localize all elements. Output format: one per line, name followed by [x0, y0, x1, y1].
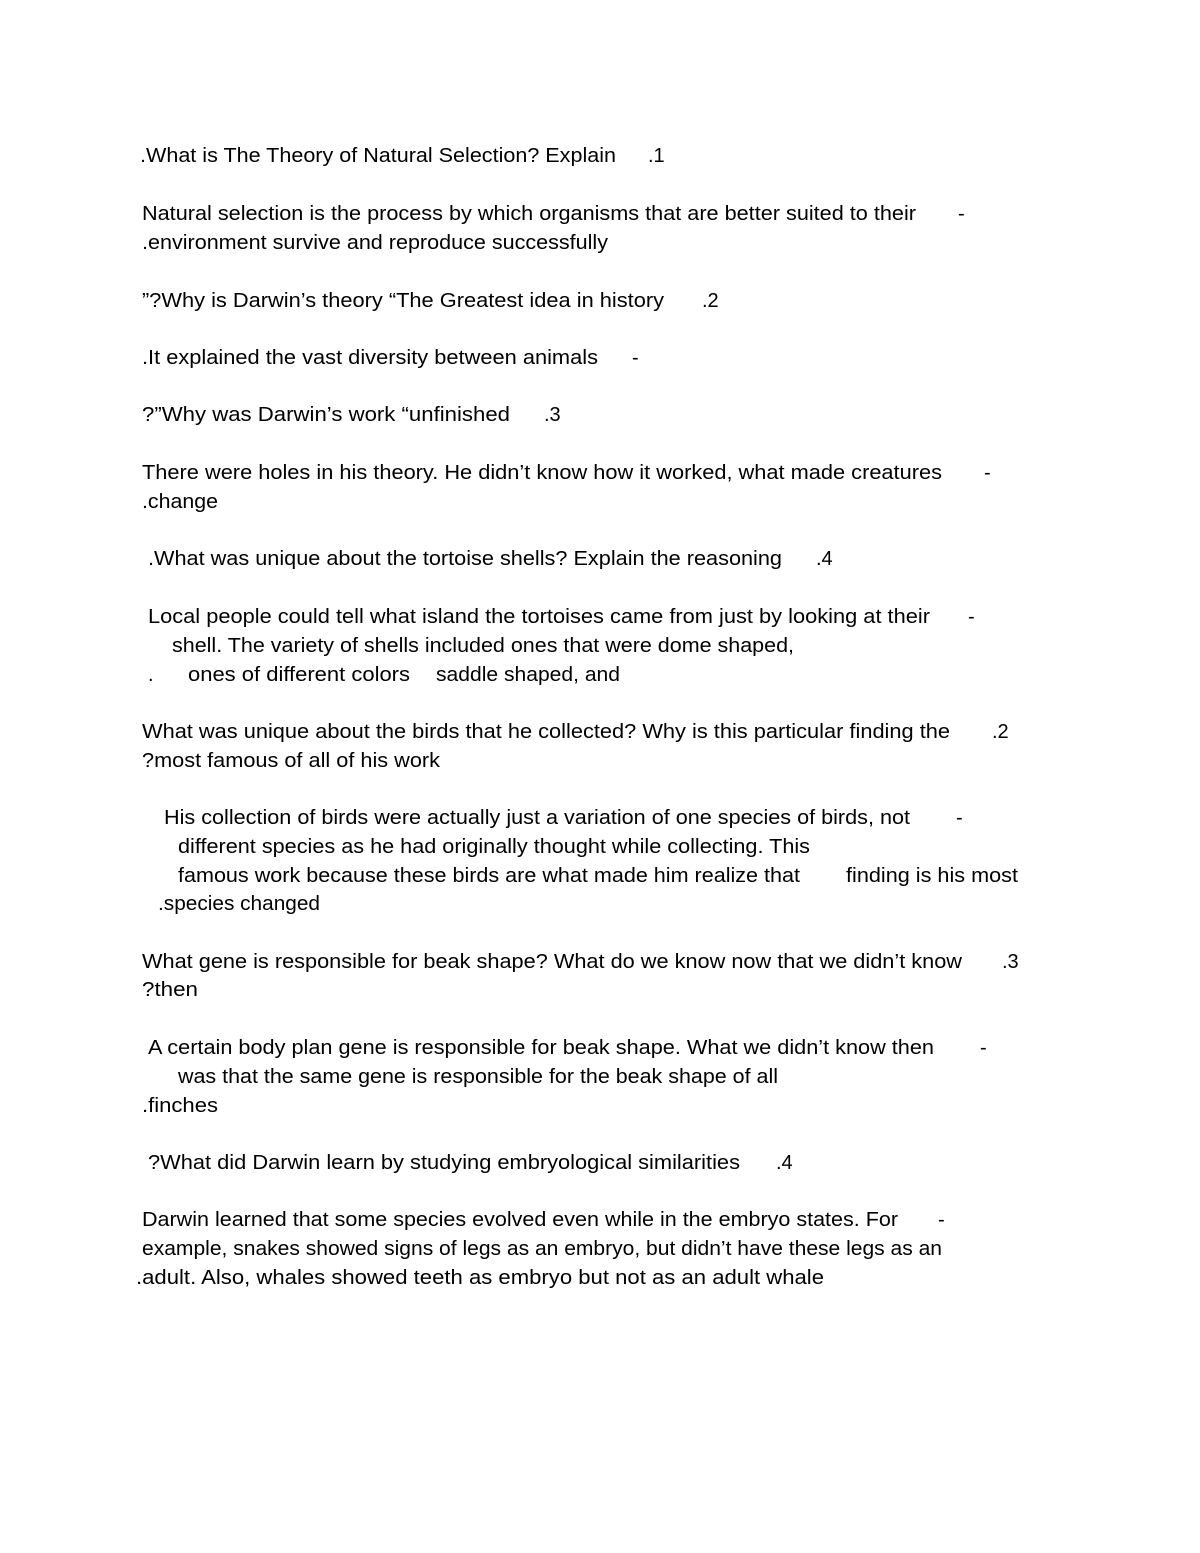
answer-2-line-1: .It explained the vast diversity between animals: [142, 347, 598, 369]
answer-3-line-2: .change: [142, 491, 218, 513]
answer-6-line-2: was that the same gene is responsible for the beak shape of all: [178, 1066, 778, 1088]
question-6-number: .3: [1002, 951, 1019, 973]
answer-5-line-1: His collection of birds were actually just a variation of one species of birds, not: [164, 807, 911, 829]
question-3-text: ?”Why was Darwin’s work “unfinished: [142, 404, 510, 426]
answer-6-line-1: A certain body plan gene is responsible for beak shape. What we didn’t know then: [148, 1037, 934, 1059]
question-6-line-1: What gene is responsible for beak shape? What do we know now that we didn’t know: [142, 951, 962, 973]
answer-3-line-1: There were holes in his theory. He didn’t know how it worked, what made creatures: [142, 462, 943, 484]
question-4-text: .What was unique about the tortoise shells? Explain the reasoning: [148, 548, 782, 570]
question-4-number: .4: [816, 548, 833, 570]
answer-4-line-2: shell. The variety of shells included ones that were dome shaped,: [172, 635, 794, 657]
answer-4-line-1: Local people could tell what island the tortoises came from just by looking at their: [148, 606, 930, 628]
question-3-number: .3: [544, 404, 561, 426]
answer-6-line-3: .finches: [142, 1095, 218, 1117]
question-6-line-2: ?then: [142, 979, 198, 1001]
answer-5-dash: -: [956, 807, 963, 829]
answer-1-line-1: Natural selection is the process by which organisms that are better suited to their: [142, 203, 916, 225]
answer-4-line-3-shapes: saddle shaped, and: [436, 664, 620, 686]
question-5-line-2: ?most famous of all of his work: [142, 750, 440, 772]
answer-2-dash: -: [632, 347, 639, 369]
answer-7-line-2: example, snakes showed signs of legs as an embryo, but didn’t have these legs as an: [142, 1238, 942, 1260]
answer-1-dash: -: [958, 203, 965, 225]
question-7-number: .4: [776, 1152, 793, 1174]
answer-4-line-3-colors: ones of different colors: [188, 664, 410, 686]
answer-7-line-3: .adult. Also, whales showed teeth as embryo but not as an adult whale: [136, 1267, 824, 1289]
answer-5-line-3-b: finding is his most: [846, 865, 1018, 887]
answer-4-dash: -: [968, 606, 975, 628]
question-2-number: .2: [702, 290, 719, 312]
question-7-text: ?What did Darwin learn by studying embryological similarities: [148, 1152, 740, 1174]
answer-7-line-1: Darwin learned that some species evolved even while in the embryo states. For: [142, 1209, 898, 1231]
question-5-number: .2: [992, 721, 1009, 743]
question-1-text: .What is The Theory of Natural Selection? Explain: [140, 145, 616, 167]
answer-5-line-3-a: famous work because these birds are what made him realize that: [178, 865, 800, 887]
answer-1-line-2: .environment survive and reproduce successfully: [142, 232, 608, 254]
question-1-number: .1: [648, 145, 665, 167]
answer-7-dash: -: [938, 1209, 945, 1231]
question-2-text: ”?Why is Darwin’s theory “The Greatest idea in history: [142, 290, 664, 312]
answer-5-line-2: different species as he had originally thought while collecting. This: [178, 836, 810, 858]
answer-6-dash: -: [980, 1037, 987, 1059]
answer-5-line-4: .species changed: [158, 893, 320, 915]
answer-4-line-3-period: .: [148, 664, 154, 686]
question-5-line-1: What was unique about the birds that he collected? Why is this particular finding the: [142, 721, 950, 743]
answer-3-dash: -: [984, 462, 991, 484]
